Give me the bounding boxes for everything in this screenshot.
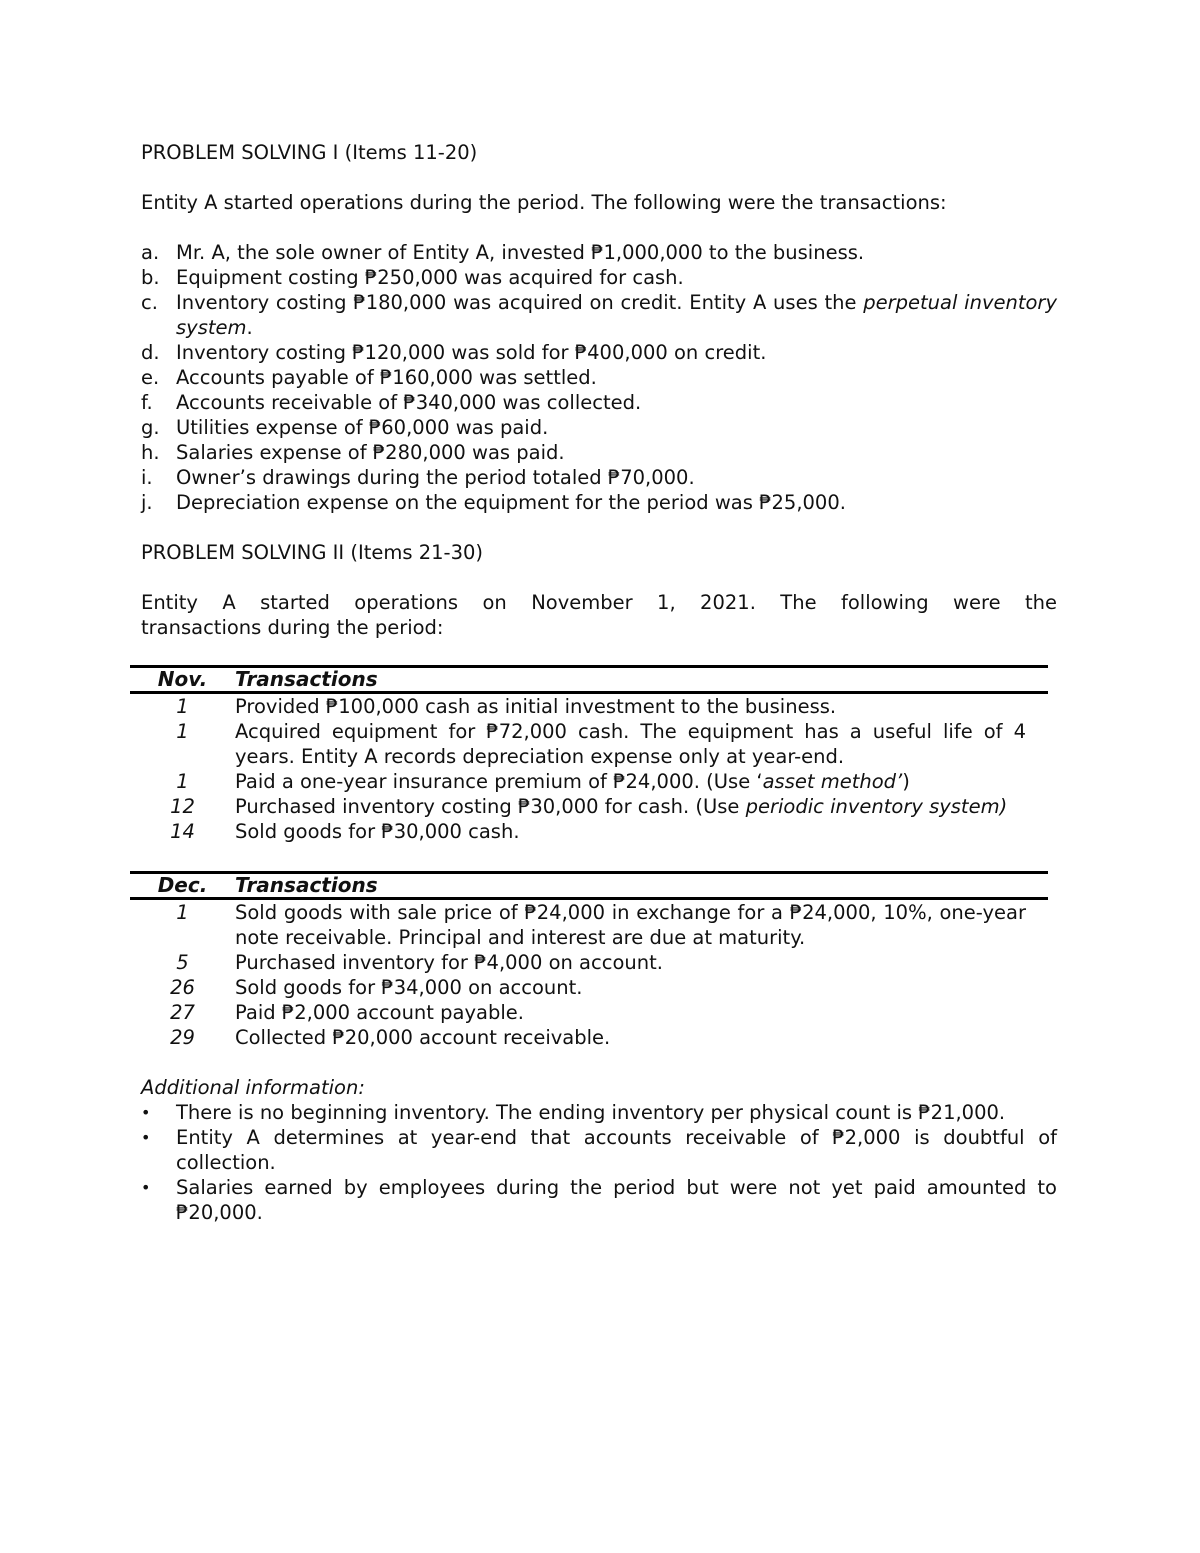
transaction-cell bbox=[235, 794, 1048, 819]
list-item bbox=[141, 415, 1057, 440]
bullet-text: Entity A determines at year-end that accounts receivable of ₱2,000 is doubtful of collection. bbox=[176, 1126, 1057, 1174]
day-cell: 12 bbox=[170, 795, 195, 818]
nov-transactions-table bbox=[130, 665, 1048, 844]
section-spacer bbox=[141, 1050, 1057, 1075]
item-text: Depreciation expense on the equipment for the period was ₱25,000. bbox=[176, 491, 846, 514]
day-cell: 1 bbox=[176, 770, 189, 793]
ps2-heading: PROBLEM SOLVING II (Items 21-30) bbox=[141, 541, 484, 564]
item-text: Mr. A, the sole owner of Entity A, invested ₱1,000,000 to the business. bbox=[176, 241, 865, 264]
bullet-icon: • bbox=[141, 1178, 151, 1197]
dec-transactions-table bbox=[130, 871, 1048, 1050]
table-spacer bbox=[141, 844, 1057, 871]
item-marker: b. bbox=[141, 266, 160, 289]
transaction-cell: Paid ₱2,000 account payable. bbox=[235, 1001, 524, 1024]
item-text: Salaries expense of ₱280,000 was paid. bbox=[176, 441, 565, 464]
transaction-text-italic: periodic inventory system) bbox=[745, 795, 1008, 818]
item-marker: g. bbox=[141, 416, 160, 439]
day-cell: 5 bbox=[176, 951, 189, 974]
item-text: Inventory costing ₱120,000 was sold for ₱400,000 on credit. bbox=[176, 341, 767, 364]
item-marker: j. bbox=[141, 491, 153, 514]
transaction-cell: Sold goods for ₱34,000 on account. bbox=[235, 976, 583, 999]
item-text-italic: perpetual inventory system bbox=[176, 291, 1057, 339]
transaction-cell: Collected ₱20,000 account receivable. bbox=[235, 1026, 611, 1049]
list-item bbox=[141, 240, 1057, 265]
list-item bbox=[141, 265, 1057, 290]
day-cell: 1 bbox=[176, 695, 189, 718]
day-cell: 1 bbox=[176, 720, 189, 743]
table-row bbox=[130, 1000, 1048, 1025]
ps2-intro-line: Entity A started operations on November 1, 2021. The following were the bbox=[141, 591, 1057, 614]
item-text: Owner’s drawings during the period totaled ₱70,000. bbox=[176, 466, 695, 489]
bullet-text: There is no beginning inventory. The ending inventory per physical count is ₱21,000. bbox=[176, 1101, 1006, 1124]
item-text: Accounts receivable of ₱340,000 was collected. bbox=[176, 391, 642, 414]
list-item bbox=[141, 465, 1057, 490]
table-row bbox=[130, 1025, 1048, 1050]
transaction-cell: Sold goods for ₱30,000 cash. bbox=[235, 820, 520, 843]
item-marker: f. bbox=[141, 391, 153, 414]
list-item bbox=[141, 290, 1057, 340]
table-row bbox=[130, 769, 1048, 794]
document-content bbox=[141, 140, 1057, 1225]
transaction-text-part: ) bbox=[902, 770, 910, 793]
day-cell: 14 bbox=[170, 820, 195, 843]
ps2-intro bbox=[141, 590, 1057, 640]
bullet-text: Salaries earned by employees during the period but were not yet paid amounted to ₱20,000. bbox=[176, 1176, 1057, 1224]
transaction-cell: Provided ₱100,000 cash as initial investment to the business. bbox=[235, 695, 837, 718]
list-item bbox=[141, 1175, 1057, 1225]
transactions-column-header: Transactions bbox=[235, 873, 1048, 899]
day-cell: 29 bbox=[170, 1026, 195, 1049]
additional-info-label: Additional information: bbox=[141, 1076, 365, 1099]
transaction-cell: Sold goods with sale price of ₱24,000 in exchange for a ₱24,000, 10%, one-year note receivable. Principal and interest are due at maturity. bbox=[235, 901, 1026, 949]
month-column-header: Nov. bbox=[130, 667, 235, 693]
item-marker: d. bbox=[141, 341, 160, 364]
transaction-cell: Purchased inventory for ₱4,000 on account. bbox=[235, 951, 663, 974]
item-text: Accounts payable of ₱160,000 was settled. bbox=[176, 366, 597, 389]
table-row bbox=[130, 899, 1048, 951]
table-row bbox=[130, 819, 1048, 844]
ps1-intro: Entity A started operations during the period. The following were the transactions: bbox=[141, 191, 947, 214]
list-item bbox=[141, 340, 1057, 365]
additional-info-list bbox=[141, 1100, 1057, 1225]
list-item bbox=[141, 490, 1057, 515]
ps2-intro-line: transactions during the period: bbox=[141, 616, 444, 639]
day-cell: 26 bbox=[170, 976, 195, 999]
table-row bbox=[130, 693, 1048, 720]
item-marker: a. bbox=[141, 241, 160, 264]
transaction-cell bbox=[235, 769, 1048, 794]
table-header-row bbox=[130, 667, 1048, 693]
item-marker: c. bbox=[141, 291, 158, 314]
list-item bbox=[141, 365, 1057, 390]
item-marker: e. bbox=[141, 366, 160, 389]
transaction-text-italic: asset method’ bbox=[762, 770, 903, 793]
table-row bbox=[130, 794, 1048, 819]
transactions-column-header: Transactions bbox=[235, 667, 1048, 693]
table-row bbox=[130, 719, 1048, 769]
ps1-heading: PROBLEM SOLVING I (Items 11-20) bbox=[141, 141, 478, 164]
month-column-header: Dec. bbox=[130, 873, 235, 899]
bullet-icon: • bbox=[141, 1128, 151, 1147]
list-item bbox=[141, 1100, 1057, 1125]
list-item bbox=[141, 440, 1057, 465]
item-text: Utilities expense of ₱60,000 was paid. bbox=[176, 416, 549, 439]
item-marker: h. bbox=[141, 441, 160, 464]
bullet-icon: • bbox=[141, 1103, 151, 1122]
day-cell: 27 bbox=[170, 1001, 195, 1024]
day-cell: 1 bbox=[176, 901, 189, 924]
transaction-text-part: Purchased inventory costing ₱30,000 for cash. (Use bbox=[235, 795, 746, 818]
item-text: Equipment costing ₱250,000 was acquired for cash. bbox=[176, 266, 684, 289]
transaction-text-part: Paid a one-year insurance premium of ₱24,000. (Use ‘ bbox=[235, 770, 763, 793]
transaction-cell: Acquired equipment for ₱72,000 cash. The equipment has a useful life of 4 years. Entity A records depreciation expense only at year-end. bbox=[235, 720, 1026, 768]
list-item bbox=[141, 390, 1057, 415]
list-item bbox=[141, 1125, 1057, 1175]
item-text-part: Inventory costing ₱180,000 was acquired on credit. Entity A uses the bbox=[176, 291, 864, 314]
table-header-row bbox=[130, 873, 1048, 899]
table-row bbox=[130, 975, 1048, 1000]
item-text-part: . bbox=[246, 316, 253, 339]
item-marker: i. bbox=[141, 466, 153, 489]
ps1-transaction-list bbox=[141, 240, 1057, 515]
item-text bbox=[176, 290, 1057, 340]
table-row bbox=[130, 950, 1048, 975]
